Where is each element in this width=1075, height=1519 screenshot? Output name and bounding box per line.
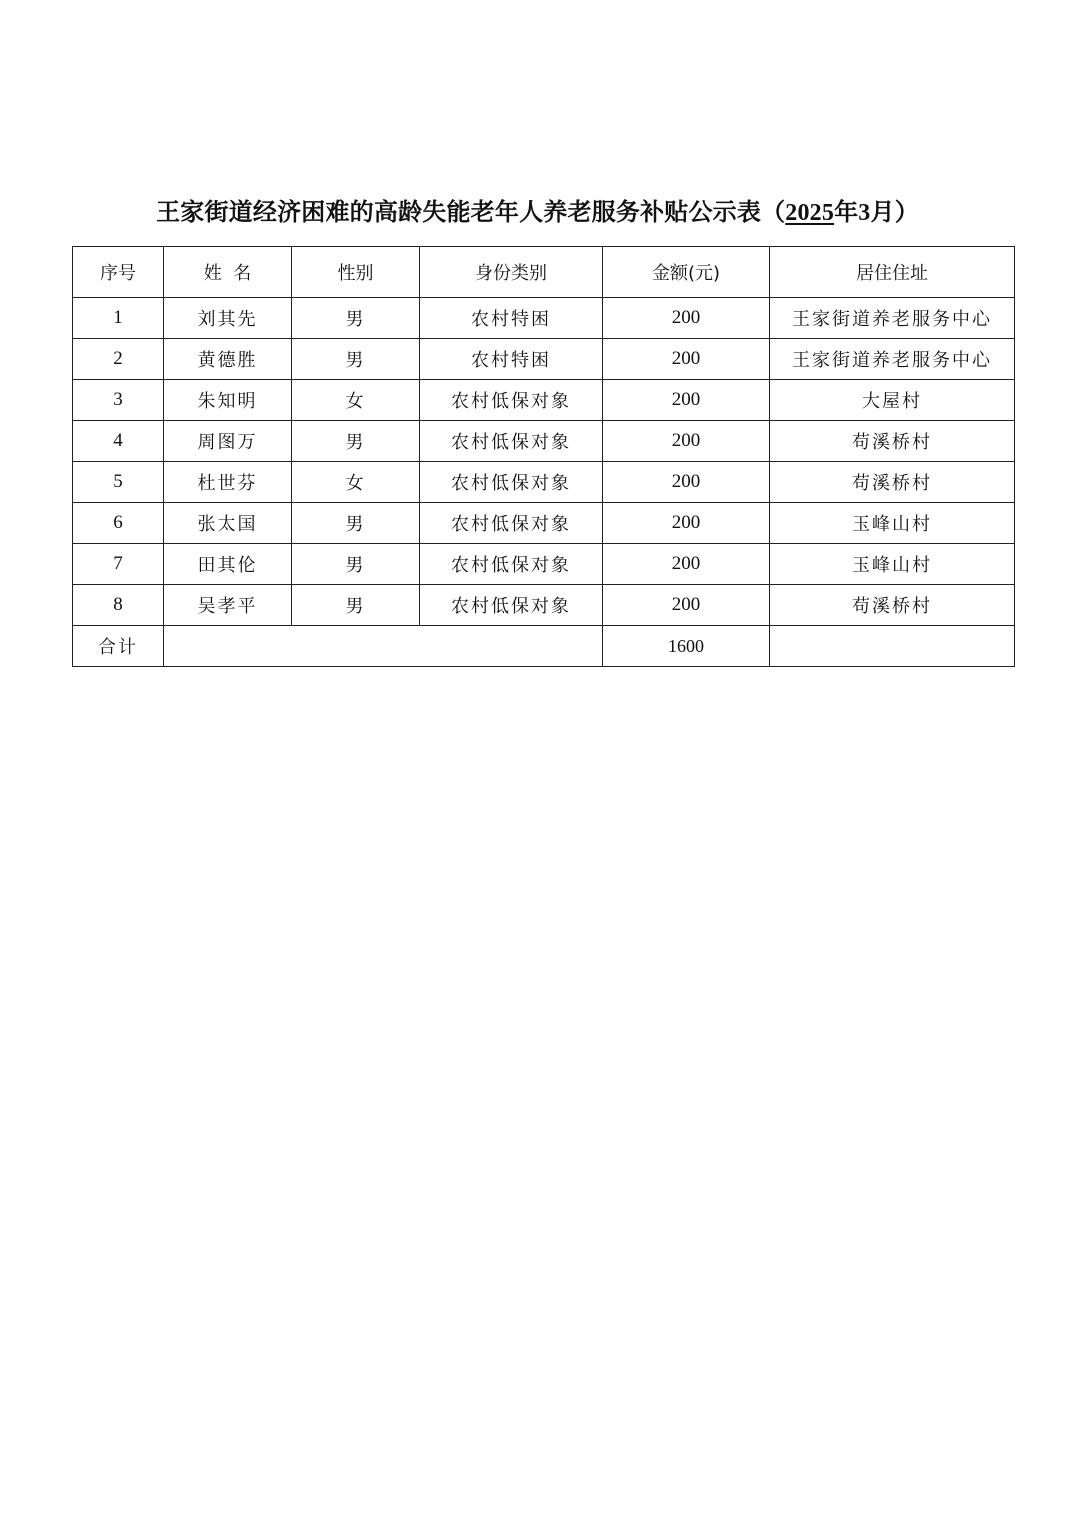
total-amount: 1600	[603, 626, 770, 667]
title-year-suffix: 年	[834, 197, 859, 226]
cell-index: 3	[73, 380, 164, 421]
cell-gender: 男	[292, 503, 420, 544]
table-row	[73, 298, 1015, 339]
title-year: 2025	[785, 200, 835, 226]
cell-gender: 男	[292, 585, 420, 626]
total-label: 合计	[73, 626, 164, 667]
cell-name: 周图万	[164, 421, 292, 462]
cell-category: 农村特困	[420, 339, 603, 380]
cell-index: 8	[73, 585, 164, 626]
cell-index: 5	[73, 462, 164, 503]
cell-category: 农村低保对象	[420, 585, 603, 626]
cell-gender: 男	[292, 298, 420, 339]
cell-amount: 200	[603, 339, 770, 380]
cell-amount: 200	[603, 585, 770, 626]
header-name: 姓 名	[164, 247, 292, 298]
header-address: 居住住址	[770, 247, 1015, 298]
cell-address: 王家街道养老服务中心	[770, 298, 1015, 339]
cell-gender: 男	[292, 421, 420, 462]
cell-name: 黄德胜	[164, 339, 292, 380]
table-total-row	[73, 626, 1015, 667]
cell-gender: 男	[292, 339, 420, 380]
cell-amount: 200	[603, 421, 770, 462]
cell-amount: 200	[603, 544, 770, 585]
cell-address: 玉峰山村	[770, 544, 1015, 585]
cell-address: 苟溪桥村	[770, 421, 1015, 462]
cell-name: 朱知明	[164, 380, 292, 421]
cell-name: 田其伦	[164, 544, 292, 585]
cell-address: 大屋村	[770, 380, 1015, 421]
cell-amount: 200	[603, 380, 770, 421]
cell-gender: 男	[292, 544, 420, 585]
cell-index: 6	[73, 503, 164, 544]
cell-address: 苟溪桥村	[770, 585, 1015, 626]
cell-category: 农村低保对象	[420, 544, 603, 585]
table-row	[73, 421, 1015, 462]
title-month: 3	[858, 200, 871, 226]
cell-name: 刘其先	[164, 298, 292, 339]
cell-index: 1	[73, 298, 164, 339]
cell-index: 7	[73, 544, 164, 585]
cell-index: 4	[73, 421, 164, 462]
cell-category: 农村低保对象	[420, 503, 603, 544]
cell-name: 张太国	[164, 503, 292, 544]
header-amount: 金额(元)	[603, 247, 770, 298]
cell-address: 玉峰山村	[770, 503, 1015, 544]
table-header-row	[73, 247, 1015, 298]
table-row	[73, 380, 1015, 421]
page-title	[0, 192, 1075, 233]
total-address-empty-cell	[770, 626, 1015, 667]
cell-amount: 200	[603, 462, 770, 503]
cell-gender: 女	[292, 462, 420, 503]
cell-category: 农村低保对象	[420, 421, 603, 462]
header-category: 身份类别	[420, 247, 603, 298]
title-month-suffix: 月）	[870, 197, 919, 226]
header-index: 序号	[73, 247, 164, 298]
cell-address: 王家街道养老服务中心	[770, 339, 1015, 380]
cell-index: 2	[73, 339, 164, 380]
table-row	[73, 503, 1015, 544]
cell-category: 农村低保对象	[420, 462, 603, 503]
title-prefix: 王家街道经济困难的高龄失能老年人养老服务补贴公示表（	[156, 197, 786, 226]
table-row	[73, 462, 1015, 503]
cell-category: 农村特困	[420, 298, 603, 339]
cell-amount: 200	[603, 503, 770, 544]
cell-address: 苟溪桥村	[770, 462, 1015, 503]
total-empty-cell	[164, 626, 603, 667]
cell-gender: 女	[292, 380, 420, 421]
table-row	[73, 544, 1015, 585]
subsidy-table	[72, 246, 1015, 667]
table-row	[73, 585, 1015, 626]
header-gender: 性别	[292, 247, 420, 298]
cell-category: 农村低保对象	[420, 380, 603, 421]
cell-name: 吴孝平	[164, 585, 292, 626]
cell-amount: 200	[603, 298, 770, 339]
table-row	[73, 339, 1015, 380]
cell-name: 杜世芬	[164, 462, 292, 503]
